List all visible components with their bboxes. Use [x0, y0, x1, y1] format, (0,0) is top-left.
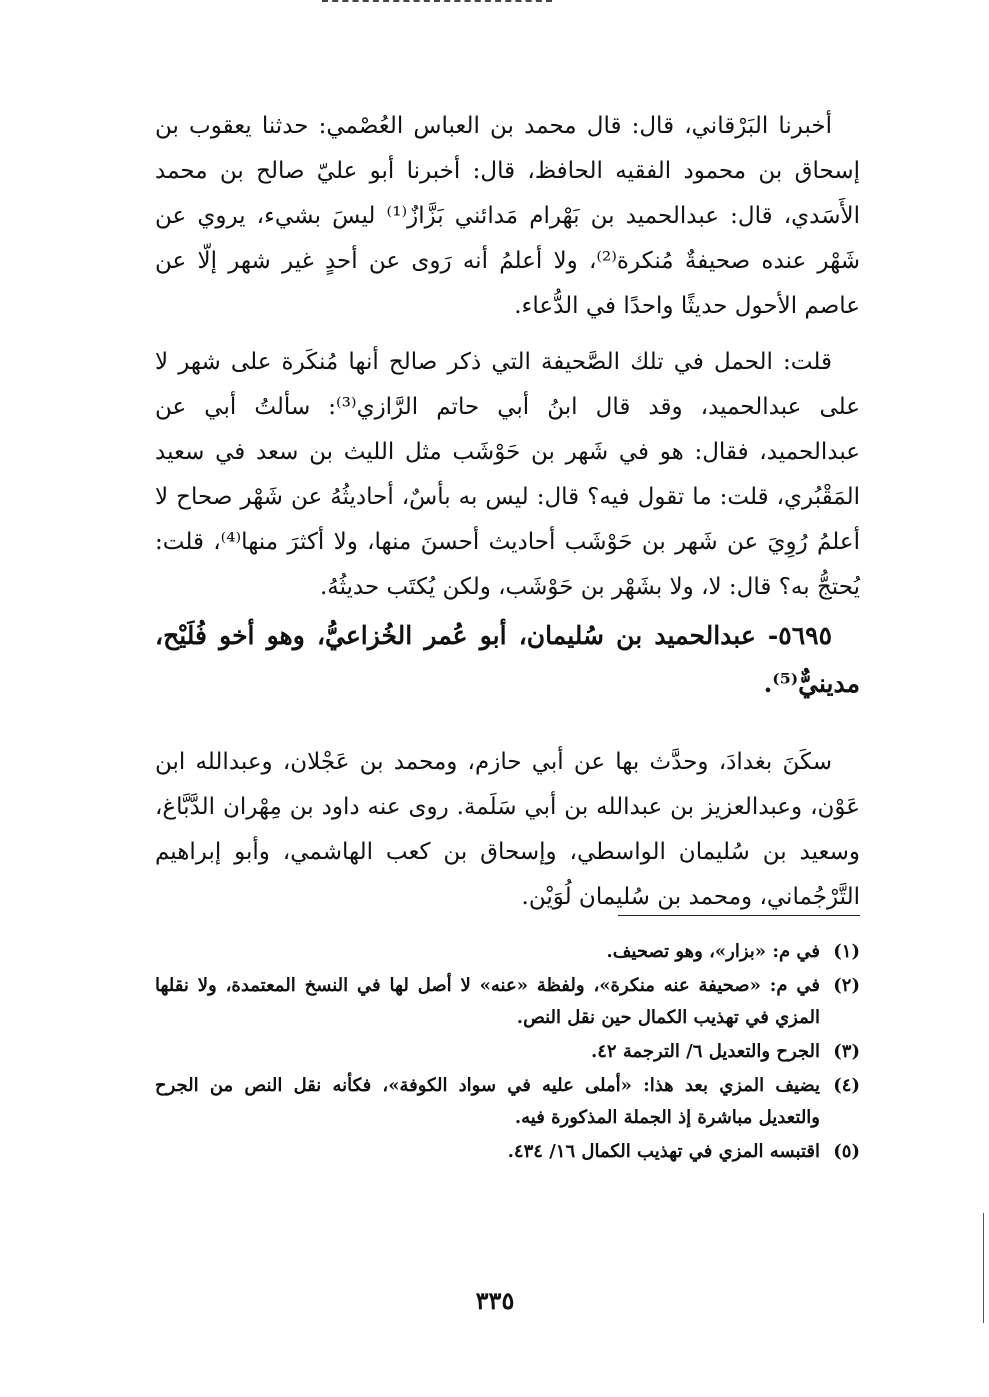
top-edge-marks: [322, 0, 552, 8]
footnote: [155, 1136, 860, 1168]
footnote-text: الجرح والتعديل ٦/ الترجمة ٤٢.: [590, 1041, 820, 1062]
right-edge-mark: [983, 1213, 984, 1323]
footnote: [155, 936, 860, 968]
footnote-number: (٤): [833, 1075, 860, 1096]
paragraph-1: أخبرنا البَرْقاني، قال: قال محمد بن العباس العُصْمي: حدثنا يعقوب بن إسحاق بن محمود الفقيه الحافظ، قال: أخبرنا أبو عليّ صالح بن محمد الأَسَدي، قال: عبدالحميد بن بَهْرام مَدائني بَزَّازٌ⁽¹⁾ ليسَ بشيء، يروي عن شَهْر عنده صحيفةٌ مُنكرة⁽²⁾، ولا أعلمُ أنه رَوى عن أحدٍ غير شهر إلّا عن عاصم الأحول حديثًا واحدًا في الدُّعاء.: [155, 113, 860, 319]
footnote-text: في م: «بزار»، وهو تصحيف.: [606, 941, 820, 962]
footnote-number: (١): [833, 941, 860, 962]
footnote: [155, 1036, 860, 1068]
footnote-number: (٥): [833, 1141, 860, 1162]
footnote-text: في م: «صحيفة عنه منكرة»، ولفظة «عنه» لا أصل لها في النسخ المعتمدة، ولا نقلها المزي في تهذيب الكمال حين نقل النص.: [155, 975, 821, 1028]
footnote-separator: [618, 915, 860, 916]
footnote-number: (٣): [833, 1041, 860, 1062]
paragraph-2: قلت: الحمل في تلك الصَّحيفة التي ذكر صالح أنها مُنكَرة على شهر لا على عبدالحميد، وقد قال ابنُ أبي حاتم الرَّازي⁽³⁾: سألتُ أبي عن عبدالحميد، فقال: هو في شَهر بن حَوْشَب مثل الليث بن سعد في سعيد المَقْبُري، قلت: ما تقول فيه؟ قال: ليس به بأسٌ، أحاديثُهُ عن شَهْر صحاح لا أعلمُ رُوِيَ عن شَهر بن حَوْشَب أحاديث أحسنَ منها، ولا أكثرَ منها⁽⁴⁾، قلت: يُحتجُّ به؟ قال: لا، ولا بشَهْر بن حَوْشَب، ولكن يُكتَب حديثُهُ.: [155, 349, 860, 600]
entry-body: سكَنَ بغدادَ، وحدَّث بها عن أبي حازم، ومحمد بن عَجْلان، وعبدالله ابن عَوْن، وعبدالعزيز بن عبدالله بن أبي سَلَمة. روى عنه داود بن مِهْران الدَّبَّاغ، وسعيد بن سُليمان الواسطي، وإسحاق بن كعب الهاشمي، وأبو إبراهيم التَّرْجُماني، ومحمد بن سُليمان لُوَيْن.: [155, 749, 860, 910]
footnote: [155, 1070, 860, 1134]
footnote-text: اقتبسه المزي في تهذيب الكمال ١٦/ ٤٣٤.: [507, 1141, 820, 1162]
footnote-text: يضيف المزي بعد هذا: «أملى عليه في سواد الكوفة»، فكأنه نقل النص من الجرح والتعديل مباشرة إذ الجملة المذكورة فيه.: [155, 1075, 820, 1128]
entry-heading: ٥٦٩٥- عبدالحميد بن سُليمان، أبو عُمر الخُزاعيُّ، وهو أخو فُلَيْح، مدينيٌّ⁽⁵⁾.: [155, 621, 860, 698]
footnote: [155, 970, 860, 1034]
footnote-number: (٢): [833, 975, 860, 996]
footnotes-list: [155, 936, 860, 1170]
page-number: ٣٣٥: [475, 1286, 515, 1315]
